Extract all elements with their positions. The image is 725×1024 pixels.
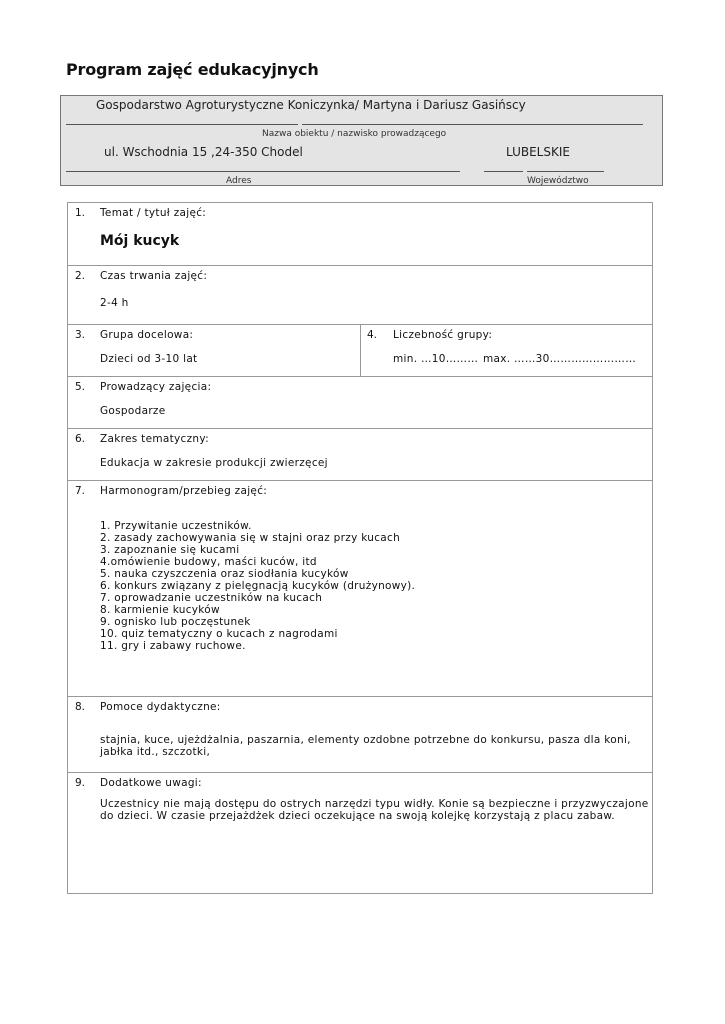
schedule-item[interactable]: 4.omówienie budowy, maści kuców, itd — [100, 556, 317, 568]
schedule-item[interactable]: 8. karmienie kucyków — [100, 604, 220, 616]
section-topic — [68, 203, 652, 266]
name-underline-left — [66, 124, 298, 125]
section-number: 4. — [367, 329, 378, 341]
section-label: Prowadzący zajęcia: — [100, 381, 212, 393]
schedule-item[interactable]: 2. zasady zachowywania się w stajni oraz przy kucach — [100, 532, 401, 544]
section-number: 5. — [75, 381, 86, 393]
section-scope — [68, 429, 652, 481]
schedule-item[interactable]: 11. gry i zabawy ruchowe. — [100, 640, 246, 652]
section-label: Pomoce dydaktyczne: — [100, 701, 221, 713]
section-schedule — [68, 481, 652, 697]
program-form — [67, 202, 653, 894]
notes-line[interactable]: do dzieci. W czasie przejażdżek dzieci oczekujące na swoją kolejkę korzystają z placu zabaw. — [100, 810, 615, 822]
section-label: Dodatkowe uwagi: — [100, 777, 202, 789]
schedule-item[interactable]: 6. konkurs związany z pielęgnacją kucyków (drużynowy). — [100, 580, 416, 592]
section-leader — [68, 377, 652, 429]
facility-name-caption: Nazwa obiektu / nazwisko prowadzącego — [262, 129, 447, 139]
name-underline-right — [302, 124, 643, 125]
schedule-item[interactable]: 5. nauka czyszczenia oraz siodłania kucyków — [100, 568, 349, 580]
topic-value[interactable]: Mój kucyk — [100, 233, 180, 249]
page-title: Program zajęć edukacyjnych — [66, 60, 319, 79]
address-underline — [66, 171, 460, 172]
section-label: Zakres tematyczny: — [100, 433, 209, 445]
section-number: 8. — [75, 701, 86, 713]
section-label: Temat / tytuł zajęć: — [100, 207, 207, 219]
target-group-value[interactable]: Dzieci od 3-10 lat — [100, 353, 198, 365]
section-number: 2. — [75, 270, 86, 282]
section-label: Liczebność grupy: — [393, 329, 493, 341]
voivodeship-underline-right — [527, 171, 604, 172]
section-number: 1. — [75, 207, 86, 219]
section-label: Grupa docelowa: — [100, 329, 194, 341]
leader-value[interactable]: Gospodarze — [100, 405, 166, 417]
section-number: 3. — [75, 329, 86, 341]
section-number: 9. — [75, 777, 86, 789]
group-size-min[interactable]: min. …10……… — [393, 353, 479, 365]
address-value[interactable]: ul. Wschodnia 15 ,24-350 Chodel — [104, 145, 303, 159]
address-caption: Adres — [226, 176, 252, 186]
duration-value[interactable]: 2-4 h — [100, 297, 129, 309]
section-group — [68, 325, 652, 377]
section-teaching-aids — [68, 697, 652, 773]
schedule-item[interactable]: 1. Przywitanie uczestników. — [100, 520, 252, 532]
section-number: 7. — [75, 485, 86, 497]
scope-value[interactable]: Edukacja w zakresie produkcji zwierzęcej — [100, 457, 328, 469]
facility-name[interactable]: Gospodarstwo Agroturystyczne Koniczynka/ Martyna i Dariusz Gasińscy — [96, 98, 526, 112]
header-box — [60, 95, 663, 186]
section-notes — [68, 773, 652, 893]
section-label: Harmonogram/przebieg zajęć: — [100, 485, 268, 497]
schedule-item[interactable]: 10. quiz tematyczny o kucach z nagrodami — [100, 628, 338, 640]
teaching-aids-line[interactable]: stajnia, kuce, ujeżdżalnia, paszarnia, elementy ozdobne potrzebne do konkursu, pasza dla koni, — [100, 734, 631, 746]
voivodeship-underline-left — [484, 171, 523, 172]
teaching-aids-line[interactable]: jabłka itd., szczotki, — [100, 746, 211, 758]
section-number: 6. — [75, 433, 86, 445]
section-label: Czas trwania zajęć: — [100, 270, 208, 282]
schedule-item[interactable]: 9. ognisko lub poczęstunek — [100, 616, 251, 628]
section-duration — [68, 266, 652, 325]
schedule-item[interactable]: 3. zapoznanie się kucami — [100, 544, 240, 556]
voivodeship-caption: Województwo — [527, 176, 589, 186]
schedule-item[interactable]: 7. oprowadzanie uczestników na kucach — [100, 592, 323, 604]
column-divider — [360, 325, 361, 376]
voivodeship-value[interactable]: LUBELSKIE — [506, 145, 570, 159]
notes-line[interactable]: Uczestnicy nie mają dostępu do ostrych narzędzi typu widły. Konie są bezpieczne i przyzwyczajone — [100, 798, 649, 810]
group-size-max[interactable]: max. ……30…………………… — [483, 353, 637, 365]
